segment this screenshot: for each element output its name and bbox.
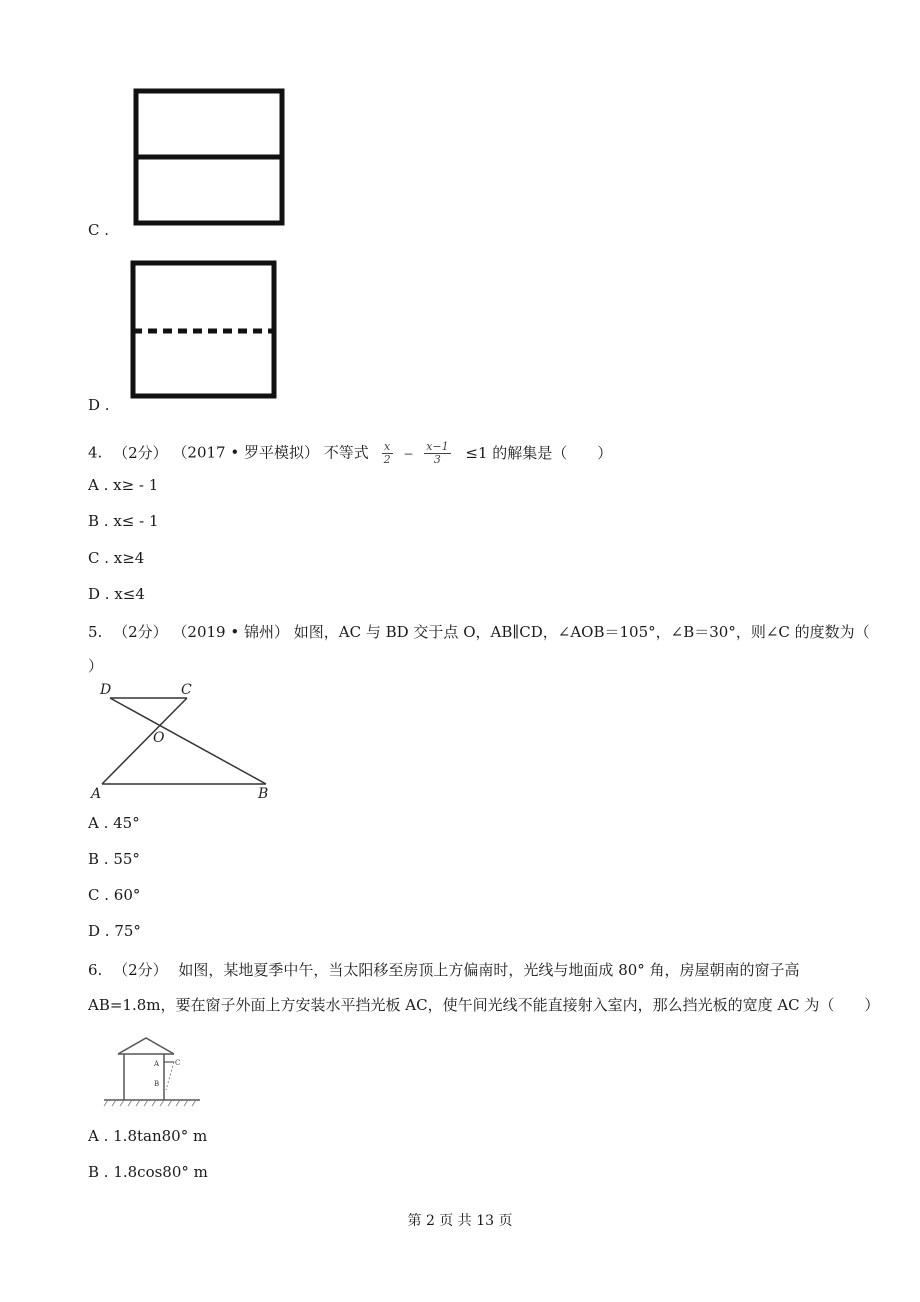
q6-number: 6. — [88, 961, 103, 979]
q4-stem — [88, 441, 612, 466]
q4-option-b: B . x≤ - 1 — [88, 512, 159, 530]
q4-option-c: C . x≥4 — [88, 549, 145, 567]
q4-frac2-numerator: x−1 — [426, 440, 449, 453]
q4-option-a: A . x≥ - 1 — [88, 476, 159, 494]
q5-stem-line1 — [88, 621, 870, 642]
q5-source: （2019 • 锦州） — [172, 623, 289, 641]
q6-figure — [102, 1032, 206, 1110]
q4-option-d: D . x≤4 — [88, 585, 145, 603]
q5-label-c: C — [181, 682, 192, 698]
q5-label-a: A — [91, 786, 102, 802]
q5-score: （2分） — [113, 623, 168, 641]
q6-stem-line1 — [88, 959, 800, 980]
q6-stem-text: 如图，某地夏季中午，当太阳移至房顶上方偏南时，光线与地面成 80° 角，房屋朝南的窗子高 — [178, 961, 800, 979]
q6-label-c: C — [175, 1059, 181, 1067]
q5-option-d: D . 75° — [88, 922, 141, 940]
q5-label-d: D — [100, 682, 112, 698]
q4-fraction-1 — [382, 441, 393, 466]
q3-option-c-figure — [128, 84, 290, 230]
q4-frac1-numerator: x — [382, 441, 393, 454]
q5-option-c: C . 60° — [88, 886, 141, 904]
q4-frac2-denominator: 3 — [433, 453, 441, 466]
q5-option-b: B . 55° — [88, 850, 140, 868]
q6-stem-line2: AB=1.8m，要在窗子外面上方安装水平挡光板 AC，使午间光线不能直接射入室内，那么挡光板的宽度 AC 为（ ） — [88, 996, 880, 1014]
q6-light-ray — [166, 1062, 174, 1090]
q5-number: 5. — [88, 623, 103, 641]
q4-fraction-2 — [424, 441, 450, 466]
q5-label-o: O — [153, 730, 165, 746]
q4-stem-after: ≤1 的解集是（ ） — [465, 443, 613, 462]
q6-label-b: B — [154, 1080, 160, 1088]
q4-frac1-denominator: 2 — [383, 453, 391, 466]
page-footer: 第 2 页 共 13 页 — [407, 1213, 513, 1229]
q6-option-b: B . 1.8cos80° m — [88, 1163, 208, 1181]
q3-option-d-figure — [126, 256, 282, 402]
q5-figure — [88, 680, 278, 804]
q6-roof — [118, 1038, 174, 1054]
q6-option-a: A . 1.8tan80° m — [88, 1127, 208, 1145]
q4-source: （2017 • 罗平模拟） — [172, 443, 319, 462]
q5-segment-db — [110, 698, 266, 784]
q6-label-a: A — [154, 1060, 160, 1068]
q4-stem-before: 不等式 — [323, 443, 369, 462]
q6-score: （2分） — [113, 961, 168, 979]
q4-score: （2分） — [113, 443, 168, 462]
q3-option-c-label: C . — [88, 221, 110, 239]
q5-stem-text: 如图，AC 与 BD 交于点 O，AB∥CD，∠AOB＝105°，∠B＝30°，则∠C 的度数为（ — [293, 623, 870, 641]
q5-label-b: B — [258, 786, 269, 802]
q4-minus: − — [403, 446, 414, 461]
q4-number: 4. — [88, 443, 103, 462]
q5-segment-ca — [102, 698, 187, 784]
q3-option-d-label: D . — [88, 396, 110, 414]
q5-stem-line2: ） — [88, 657, 104, 675]
q5-option-a: A . 45° — [88, 814, 140, 832]
